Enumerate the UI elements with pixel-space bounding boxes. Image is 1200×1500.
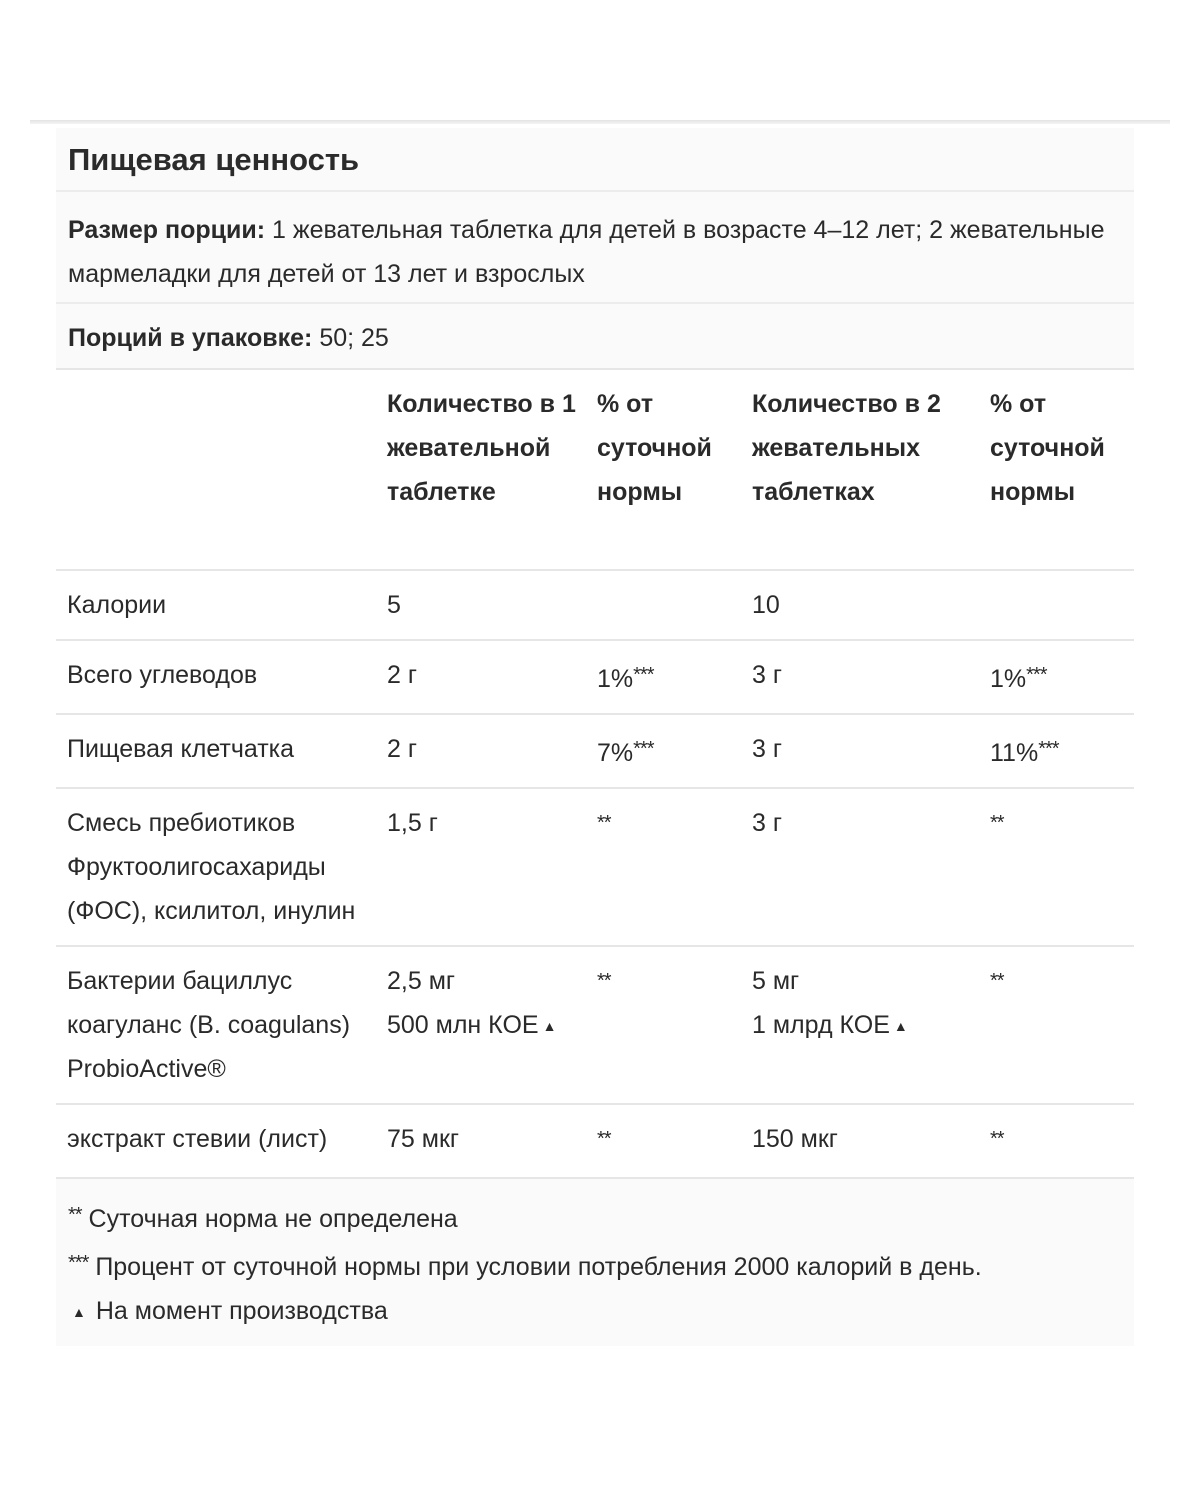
header-name [56,370,376,570]
nutrition-facts-panel [56,128,1134,1346]
nutrient-name: Пищевая клетчатка [67,735,295,763]
nutrition-table [56,370,1134,1179]
amount-1: 5 [387,591,401,619]
table-row [56,946,1134,1104]
nutrient-name: Смесь пребиотиков Фруктоолигосахариды (ФОС), ксилитол, инулин [67,809,356,925]
dv-1-value: 7% [597,739,634,767]
dv-2 [979,570,1134,640]
footnote-mark: ** [597,970,611,992]
dv-2 [979,946,1134,1104]
table-row [56,714,1134,788]
footnotes [56,1179,1134,1346]
dv-1-value: 1% [597,665,634,693]
dv-1 [586,946,741,1104]
amount-2-mass: 5 мг [752,967,800,995]
table-row [56,788,1134,946]
header-dv-2: % от суточной нормы [990,390,1105,506]
footnote-item [68,1241,1122,1289]
dv-2 [979,1104,1134,1178]
amount-2: 10 [752,591,780,619]
amount-1: 75 мкг [387,1125,459,1153]
dv-1 [586,788,741,946]
dv-1 [586,570,741,640]
amount-2 [741,946,979,1104]
footnote-mark: ** [990,1128,1004,1150]
nutrient-name: Бактерии бациллус коагуланс (B. coagulans) ProbioActive® [67,967,351,1083]
footnote-mark: *** [68,1252,89,1274]
nutrient-name: Всего углеводов [67,661,258,689]
footnote-mark: *** [633,664,654,686]
dv-2-value: 11% [990,739,1039,767]
footnote-text: Процент от суточной нормы при условии потребления 2000 калорий в день. [95,1253,982,1281]
table-row [56,640,1134,714]
serving-size-label: Размер порции: [68,216,266,244]
table-row [56,1104,1134,1178]
footnote-mark: ** [990,812,1004,834]
amount-2-cfu [752,1003,979,1048]
amount-1: 2 г [387,735,417,763]
amount-2: 3 г [752,809,782,837]
dv-1 [586,1104,741,1178]
footnote-mark: *** [1038,738,1059,760]
servings-label: Порций в упаковке: [68,324,313,352]
dv-2 [979,788,1134,946]
footnote-mark: ** [597,812,611,834]
triangle-icon: ▲ [72,1304,86,1320]
panel-title: Пищевая ценность [56,128,1134,192]
footnote-mark: ** [597,1128,611,1150]
footnote-mark: ** [68,1204,82,1226]
footnote-mark: ** [990,970,1004,992]
cfu-value: 1 млрд КОЕ [752,1011,890,1039]
footnote-item [68,1289,1122,1334]
footnote-mark: *** [1026,664,1047,686]
header-dv-1: % от суточной нормы [597,390,712,506]
serving-size [56,192,1134,304]
footnote-text: На момент производства [95,1297,388,1325]
amount-1-cfu [387,1003,586,1048]
dv-1 [586,640,741,714]
dv-2 [979,640,1134,714]
nutrient-name: Калории [67,591,167,619]
dv-2-value: 1% [990,665,1027,693]
footnote-mark: *** [633,738,654,760]
amount-2: 3 г [752,735,782,763]
servings-per-container [56,304,1134,370]
triangle-icon: ▲ [893,1018,908,1034]
amount-1: 2 г [387,661,417,689]
triangle-icon: ▲ [542,1018,557,1034]
amount-2: 150 мкг [752,1125,838,1153]
nutrient-name: экстракт стевии (лист) [67,1125,328,1153]
table-header-row [56,370,1134,570]
amount-2: 3 г [752,661,782,689]
header-amount-1: Количество в 1 жевательной таблетке [387,390,576,506]
dv-1 [586,714,741,788]
header-amount-2: Количество в 2 жевательных таблетках [752,390,941,506]
servings-value: 50; 25 [319,324,389,352]
footnote-item [68,1193,1122,1241]
amount-1: 1,5 г [387,809,438,837]
amount-1 [376,946,586,1104]
table-row [56,570,1134,640]
top-divider [30,120,1170,124]
footnote-text: Суточная норма не определена [88,1205,458,1233]
dv-2 [979,714,1134,788]
cfu-value: 500 млн КОЕ [387,1011,539,1039]
amount-1-mass: 2,5 мг [387,967,456,995]
serving-size-value: 1 жевательная таблетка для детей в возрасте 4–12 лет; 2 жевательные мармеладки для детей от 13 лет и взрослых [68,216,1105,288]
